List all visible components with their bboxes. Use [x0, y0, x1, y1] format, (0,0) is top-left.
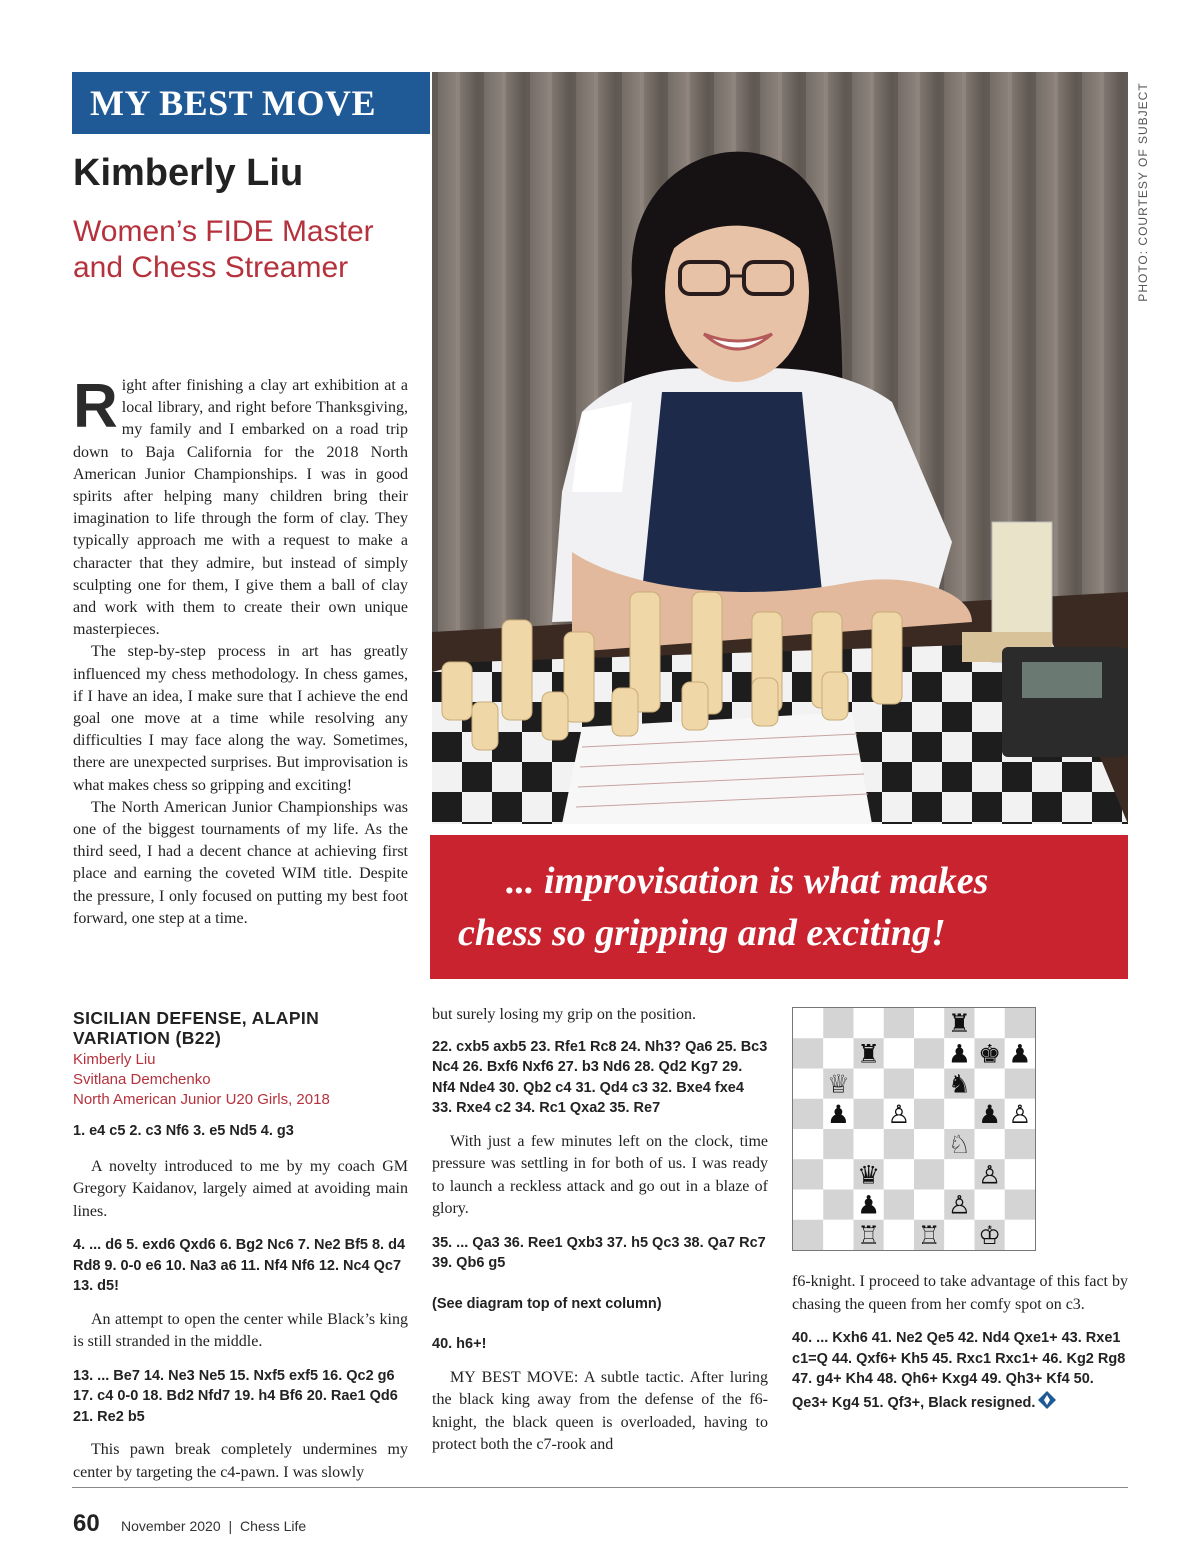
intro-paragraph-1: [73, 372, 408, 641]
chess-piece-d5: ♙: [887, 1098, 911, 1129]
board-square: [975, 1008, 1005, 1038]
board-square: [1005, 1220, 1035, 1250]
board-square: [944, 1220, 974, 1250]
board-square: [793, 1069, 823, 1099]
board-square: [884, 1038, 914, 1068]
photo-credit-text: PHOTO: COURTESY OF SUBJECT: [1136, 82, 1150, 302]
board-square: [823, 1008, 853, 1038]
banner-text: MY BEST MOVE: [90, 83, 377, 123]
board-square: [823, 1190, 853, 1220]
footer-separator: |: [228, 1518, 233, 1534]
game-event: North American Junior U20 Girls, 2018: [73, 1091, 330, 1108]
board-square: [914, 1190, 944, 1220]
chess-piece-g3: ♙: [978, 1159, 1002, 1190]
board-square: [1005, 1069, 1035, 1099]
game-black-player: Svitlana Demchenko: [73, 1071, 211, 1088]
board-square: [914, 1008, 944, 1038]
footer-issue-date: November 2020: [121, 1518, 221, 1534]
moves-7: [792, 1328, 1128, 1416]
board-square: [884, 1220, 914, 1250]
footer-issue: [121, 1518, 306, 1534]
chess-piece-f8: ♜: [947, 1008, 971, 1039]
board-square: [823, 1220, 853, 1250]
chess-piece-c3: ♛: [857, 1159, 881, 1190]
board-square: [1005, 1159, 1035, 1189]
moves-2: 4. ... d6 5. exd6 Qxd6 6. Bg2 Nc6 7. Ne2 Bf5 8. d4 Rd8 9. 0-0 e6 10. Na3 a6 11. Nf4 Nf6 12. Nc4 Qc7 13. d5!: [73, 1237, 406, 1294]
board-square: [793, 1099, 823, 1129]
photo-credit: [1131, 76, 1155, 308]
footer-magazine: Chess Life: [240, 1518, 307, 1534]
board-square: [793, 1038, 823, 1068]
board-square: [854, 1008, 884, 1038]
chess-piece-b5: ♟: [826, 1098, 850, 1129]
column-2: [432, 1004, 768, 1457]
board-square: [884, 1129, 914, 1159]
column-3: [792, 1271, 1128, 1416]
board-square: [793, 1159, 823, 1189]
game-white-player: Kimberly Liu: [73, 1051, 156, 1068]
board-square: [884, 1008, 914, 1038]
intro-text: [73, 372, 408, 930]
board-square: [823, 1129, 853, 1159]
board-square: [944, 1099, 974, 1129]
drop-cap: R: [73, 372, 118, 441]
commentary-5: MY BEST MOVE: A subtle tactic. After luring the black king away from the defense of the f6-knight, the black queen is overloaded, having to protect both the c7-rook and: [432, 1368, 768, 1453]
chess-board: [793, 1008, 1035, 1250]
board-square: [914, 1099, 944, 1129]
chess-piece-h7: ♟: [1008, 1038, 1032, 1069]
moves-5: 35. ... Qa3 36. Ree1 Qxb3 37. h5 Qc3 38. Qa7 Rc7 39. Qb6 g5: [432, 1234, 766, 1271]
board-square: [884, 1069, 914, 1099]
column-1: [73, 1008, 408, 1484]
board-square: [793, 1220, 823, 1250]
board-square: [914, 1159, 944, 1189]
chess-piece-g1: ♔: [978, 1219, 1002, 1250]
photo-illustration: [432, 72, 1128, 824]
section-banner: [72, 72, 430, 134]
moves-1: 1. e4 c5 2. c3 Nf6 3. e5 Nd5 4. g3: [73, 1123, 294, 1139]
game-title: SICILIAN DEFENSE, ALAPIN VARIATION (B22): [73, 1008, 320, 1048]
intro-paragraph-1-text: ight after finishing a clay art exhibition at a local library, and right before Thanksgiving, my family and I embarked on a road trip down to Baja California for the 2018 North American Junior Championships. I was in good spirits after helping many children bring their imagination to life through the form of clay. They typically approach me with a request to make a character that they admire, but instead of simply sculpting one for them, I give them a ball of clay and work with them to create their own unique masterpieces.: [73, 377, 408, 639]
intro-paragraph-3: The North American Junior Championships was one of the biggest tournaments of my life. As the third seed, I had a decent chance at achieving first place and earning the coveted WIM title. Despite the pressure, I only focused on putting my best foot forward, one step at a time.: [73, 798, 408, 927]
moves-4: 22. cxb5 axb5 23. Rfe1 Rc8 24. Nh3? Qa6 25. Bc3 Nc4 26. Bxf6 Nxf6 27. b3 Nd6 28. Qd2 Kg7 29. Nf4 Nde4 30. Qb2 c4 31. Qd4 c3 32. Bxe4 fxe4 33. Rxe4 c2 34. Rc1 Qxa2 35. Re7: [432, 1038, 768, 1116]
chess-piece-g7: ♚: [978, 1038, 1002, 1069]
board-square: [854, 1099, 884, 1129]
chess-life-endmark-icon: [1037, 1390, 1057, 1417]
board-square: [944, 1159, 974, 1189]
footer-rule: [72, 1487, 1128, 1488]
board-square: [1005, 1129, 1035, 1159]
commentary-1: A novelty introduced to me by my coach GM Gregory Kaidanov, largely aimed at avoiding main lines.: [73, 1157, 408, 1220]
board-square: [975, 1069, 1005, 1099]
board-square: [823, 1159, 853, 1189]
player-photo: [432, 72, 1128, 824]
chess-piece-f2: ♙: [947, 1189, 971, 1220]
chess-piece-f4: ♘: [947, 1129, 971, 1160]
diagram-note: (See diagram top of next column): [432, 1295, 662, 1312]
pull-quote-line-2: chess so gripping and exciting!: [458, 912, 946, 954]
chess-piece-c7: ♜: [857, 1038, 881, 1069]
board-square: [823, 1038, 853, 1068]
board-square: [1005, 1008, 1035, 1038]
commentary-4: With just a few minutes left on the clock, time pressure was settling in for both of us. I was ready to launch a reckless attack and go out in a blaze of glory.: [432, 1132, 768, 1217]
commentary-3: This pawn break completely undermines my center by targeting the c4-pawn. I was slowly: [73, 1441, 408, 1481]
moves-7-text: 40. ... Kxh6 41. Ne2 Qe5 42. Nd4 Qxe1+ 43. Rxe1 c1=Q 44. Qxf6+ Kh5 45. Rxc1 Rxc1+ 46. Kg2 Rg8 47. g4+ Kh4 48. Qh6+ Kxg4 49. Qh3+ Kf4 50. Qe3+ Kg4 51. Qf3+, Black resigned.: [792, 1330, 1126, 1411]
author-name: Kimberly Liu: [73, 152, 304, 194]
page-number: 60: [73, 1510, 100, 1537]
board-square: [884, 1190, 914, 1220]
board-square: [914, 1129, 944, 1159]
board-square: [975, 1190, 1005, 1220]
board-square: [793, 1129, 823, 1159]
pull-quote-line-1: ... improvisation is what makes: [506, 860, 989, 902]
author-subtitle: Women’s FIDE Master and Chess Streamer: [73, 215, 374, 284]
moves-6: 40. h6+!: [432, 1336, 487, 1352]
intro-paragraph-2: The step-by-step process in art has greatly influenced my chess methodology. In chess games, if I have an idea, I make sure that I achieve the end goal one move at a time while resolving any difficulties I may face along the way. Sometimes, there are unexpected surprises. But improvisation is what makes chess so gripping and exciting!: [73, 643, 408, 794]
chess-piece-b6: ♕: [826, 1068, 850, 1099]
chess-piece-c1: ♖: [857, 1219, 881, 1250]
chess-piece-h5: ♙: [1008, 1098, 1032, 1129]
pull-quote: [430, 835, 1128, 979]
chess-piece-f7: ♟: [947, 1038, 971, 1069]
board-square: [1005, 1190, 1035, 1220]
chess-diagram: [792, 1007, 1036, 1251]
board-square: [975, 1129, 1005, 1159]
board-square: [884, 1159, 914, 1189]
chess-piece-e1: ♖: [917, 1219, 941, 1250]
chess-piece-g5: ♟: [978, 1098, 1002, 1129]
board-square: [793, 1008, 823, 1038]
board-square: [854, 1069, 884, 1099]
board-square: [793, 1190, 823, 1220]
commentary-2: An attempt to open the center while Black’s king is still stranded in the middle.: [73, 1310, 408, 1350]
board-square: [854, 1129, 884, 1159]
board-square: [914, 1069, 944, 1099]
moves-3: 13. ... Be7 14. Ne3 Ne5 15. Nxf5 exf5 16. Qc2 g6 17. c4 0-0 18. Bd2 Nfd7 19. h4 Bf6 20. Rae1 Qd6 21. Re2 b5: [73, 1367, 398, 1425]
commentary-6: f6-knight. I proceed to take advantage of this fact by chasing the queen from her comfy spot on c3.: [792, 1273, 1128, 1313]
chess-piece-c2: ♟: [857, 1189, 881, 1220]
board-square: [914, 1038, 944, 1068]
commentary-continued: but surely losing my grip on the position.: [432, 1006, 696, 1023]
chess-piece-f6: ♞: [947, 1068, 971, 1099]
